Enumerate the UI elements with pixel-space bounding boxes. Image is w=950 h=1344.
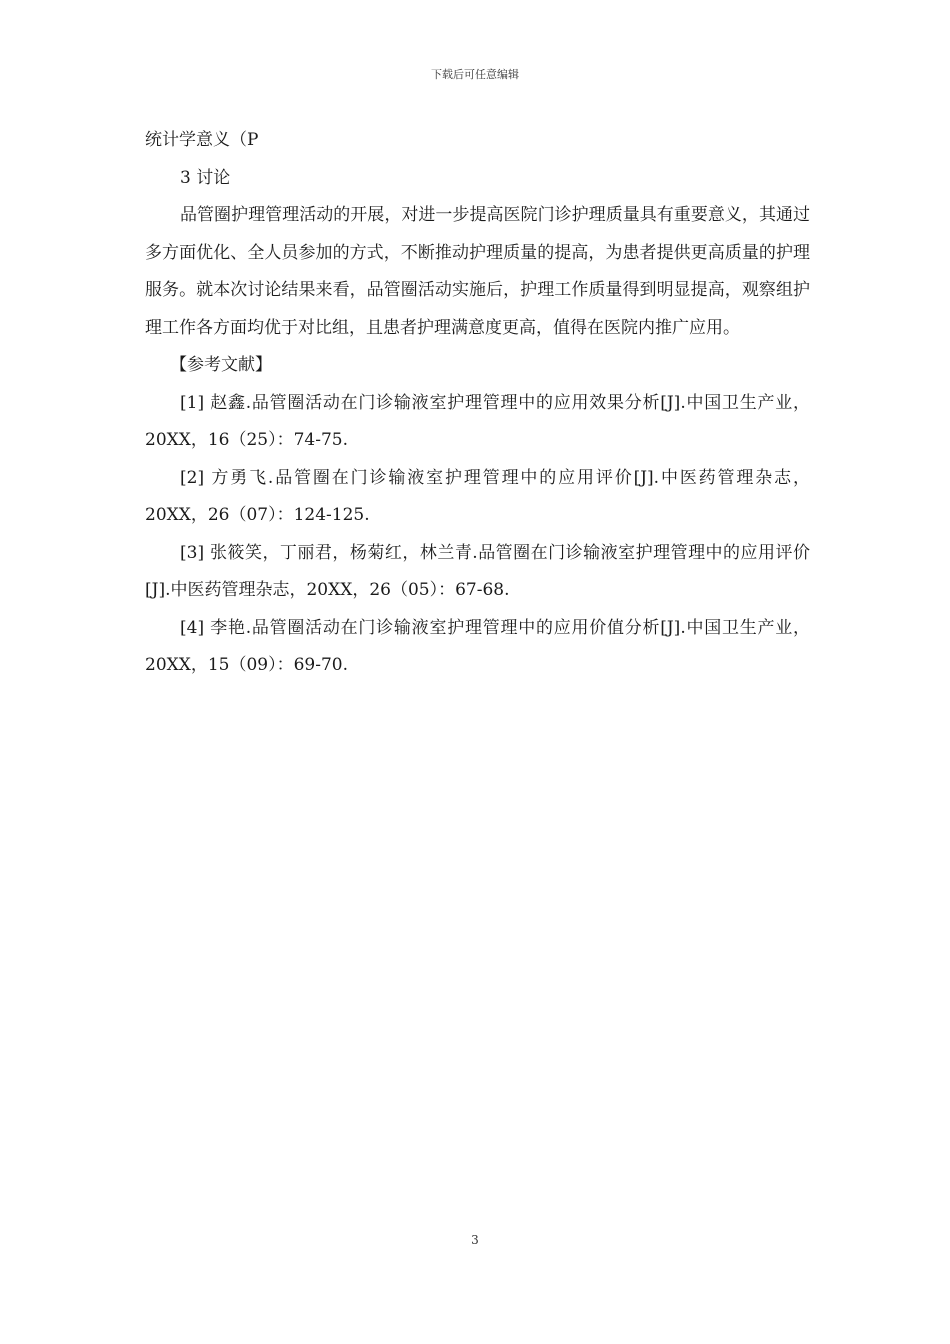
page-header: 下载后可任意编辑 (431, 68, 519, 81)
reference-item-1: [1] 赵鑫.品管圈活动在门诊输液室护理管理中的应用效果分析[J].中国卫生产业，20XX，16（25）：74-75. (145, 392, 810, 450)
page-number: 3 (471, 1233, 479, 1247)
reference-item-4: [4] 李艳.品管圈活动在门诊输液室护理管理中的应用价值分析[J].中国卫生产业，20XX，15（09）：69-70. (145, 617, 810, 675)
discussion-paragraph: 品管圈护理管理活动的开展，对进一步提高医院门诊护理质量具有重要意义，其通过多方面优化、全人员参加的方式，不断推动护理质量的提高，为患者提供更高质量的护理服务。就本次讨论结果来看，品管圈活动实施后，护理工作质量得到明显提高，观察组护理工作各方面均优于对比组，且患者护理满意度更高，值得在医院内推广应用。 (145, 205, 810, 338)
document-body (145, 122, 810, 685)
reference-item-3: [3] 张筱笑，丁丽君，杨菊红，林兰青.品管圈在门诊输液室护理管理中的应用评价[J].中医药管理杂志，20XX，26（05）：67-68. (145, 542, 810, 600)
continued-text-fragment: 统计学意义（P (145, 130, 259, 150)
references-heading: 【参考文献】 (170, 355, 272, 375)
section-heading-discussion: 3 讨论 (180, 167, 231, 188)
reference-item-2: [2] 方勇飞.品管圈在门诊输液室护理管理中的应用评价[J].中医药管理杂志，20XX，26（07）：124-125. (145, 467, 810, 525)
